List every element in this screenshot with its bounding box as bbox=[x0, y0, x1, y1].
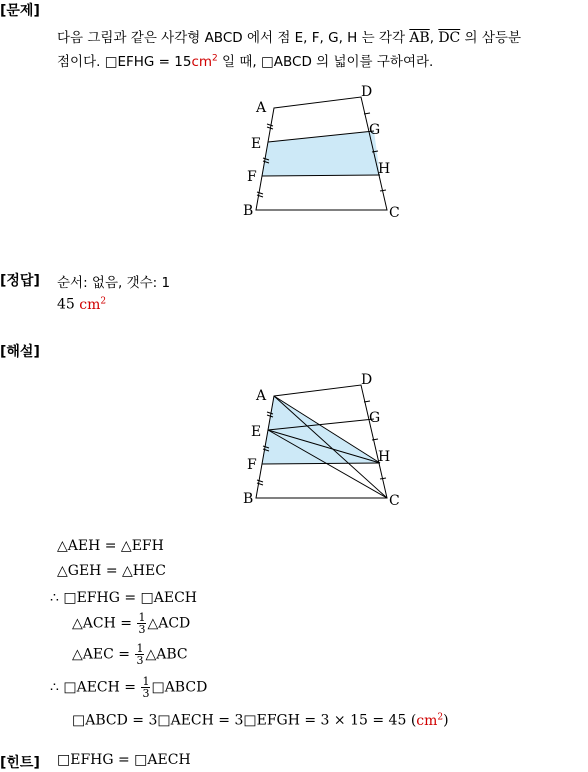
label-a-2: A bbox=[256, 388, 267, 404]
problem-line-1-end: 의 삼등분 bbox=[460, 30, 521, 46]
problem-line-2-end: 일 때, □ABCD 의 넓이를 구하여라. bbox=[217, 54, 434, 70]
unit-exponent: 2 bbox=[212, 53, 218, 64]
solution-line-6 bbox=[50, 676, 207, 699]
label-c: C bbox=[389, 205, 400, 221]
hint-text: □EFHG = □AECH bbox=[57, 752, 191, 768]
fraction-denominator: 3 bbox=[138, 623, 146, 636]
label-h: H bbox=[378, 161, 391, 177]
segment-ab: $\overline{AB}$ bbox=[409, 30, 430, 46]
line-5-left: △AEC = bbox=[72, 646, 135, 663]
label-e: E bbox=[251, 136, 262, 152]
label-a: A bbox=[256, 100, 267, 116]
line-7-unit-exponent: 2 bbox=[437, 712, 444, 722]
figure-quadrilateral bbox=[240, 80, 410, 225]
problem-unit bbox=[191, 54, 217, 70]
fraction-one-third bbox=[135, 643, 144, 666]
solution-line-1: △AEH = △EFH bbox=[57, 538, 164, 554]
section-solution-label: [해설] bbox=[0, 344, 40, 360]
line-6-right: □ABCD bbox=[151, 679, 208, 696]
answer-unit-text: cm bbox=[79, 296, 101, 313]
answer-number: 45 bbox=[57, 296, 75, 313]
answer-unit bbox=[79, 297, 106, 313]
fraction-one-third bbox=[141, 676, 150, 699]
problem-line-1-text: 다음 그림과 같은 사각형 ABCD 에서 점 E, F, G, H 는 각각 bbox=[57, 30, 410, 46]
solution-line-3: ∴ □EFHG = □AECH bbox=[50, 590, 198, 606]
figure-solution bbox=[240, 368, 410, 513]
line-7-unit-text: cm bbox=[416, 712, 438, 729]
fraction-denominator: 3 bbox=[136, 654, 144, 667]
solution-line-7 bbox=[72, 712, 449, 729]
answer-value bbox=[57, 296, 106, 313]
line-5-right: △ABC bbox=[145, 646, 188, 663]
line-4-right: △ACD bbox=[147, 615, 191, 632]
section-hint-label: [힌트] bbox=[0, 755, 40, 771]
label-f-2: F bbox=[247, 457, 257, 473]
comma: , bbox=[429, 30, 439, 46]
label-f: F bbox=[247, 169, 257, 185]
solution-line-5 bbox=[72, 643, 188, 666]
section-answer-label: [정답] bbox=[0, 273, 40, 289]
fraction-denominator: 3 bbox=[142, 687, 150, 700]
answer-unit-exponent: 2 bbox=[100, 296, 107, 306]
label-d-2: D bbox=[361, 372, 373, 388]
line-6-left: ∴ □AECH = bbox=[50, 679, 141, 696]
problem-line-2 bbox=[57, 50, 433, 70]
shaded-region-aech bbox=[262, 396, 380, 464]
section-problem-label: [문제] bbox=[0, 3, 40, 19]
fraction-numerator: 1 bbox=[136, 642, 144, 655]
paren-open: ( bbox=[410, 712, 417, 729]
fraction-one-third bbox=[137, 612, 146, 635]
paren-close: ) bbox=[443, 712, 449, 729]
label-e-2: E bbox=[251, 424, 262, 440]
line-7-equation: □ABCD = 3□AECH = 3□EFGH = 3 × 15 = 45 bbox=[72, 712, 407, 729]
label-g-2: G bbox=[369, 410, 381, 426]
solution-line-2: △GEH = △HEC bbox=[57, 563, 166, 579]
shaded-region-efhg bbox=[262, 131, 380, 176]
line-7-unit bbox=[416, 713, 443, 729]
answer-meta: 순서: 없음, 갯수: 1 bbox=[57, 275, 171, 291]
fraction-numerator: 1 bbox=[138, 611, 146, 624]
label-h-2: H bbox=[378, 449, 391, 465]
problem-line-1 bbox=[57, 26, 521, 46]
solution-line-4 bbox=[72, 612, 190, 635]
label-b-2: B bbox=[243, 491, 254, 507]
fraction-numerator: 1 bbox=[142, 675, 150, 688]
problem-line-2-text: 점이다. □EFHG = 15 bbox=[57, 54, 192, 70]
label-g: G bbox=[369, 122, 381, 138]
unit-text: cm bbox=[191, 54, 213, 70]
label-c-2: C bbox=[389, 493, 400, 509]
segment-dc: $\overline{DC}$ bbox=[438, 30, 461, 46]
label-b: B bbox=[243, 203, 254, 219]
line-4-left: △ACH = bbox=[72, 615, 137, 632]
label-d: D bbox=[361, 84, 373, 100]
